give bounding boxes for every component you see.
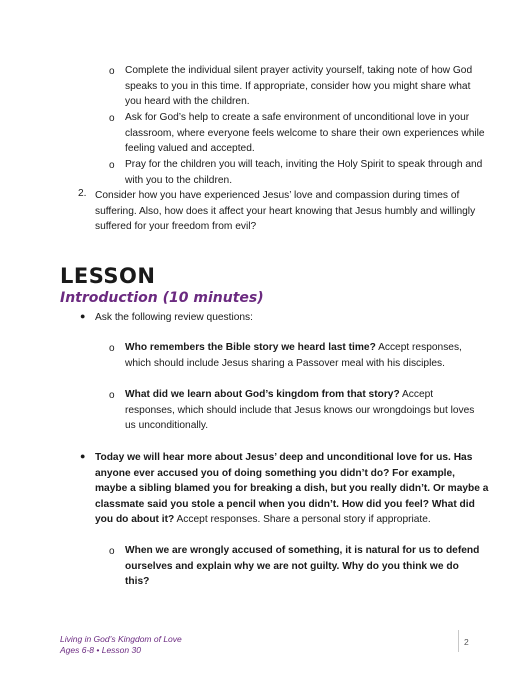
footer-title xyxy=(60,634,182,656)
footer-lesson-info: Ages 6-8 • Lesson 30 xyxy=(60,645,141,655)
page-number: 2 xyxy=(464,637,469,647)
review-question-1-bold: Who remembers the Bible story we heard last time? xyxy=(125,342,376,353)
prep-item-2: Consider how you have experienced Jesus’ love and compassion during times of suffering. Also, how does it affect your heart knowing that Jesus humbly and willingly suffered for your freedom from evil? xyxy=(95,190,476,233)
intro-subheading: Introduction (10 minutes) xyxy=(60,290,264,306)
review-question-2-bold: What did we learn about God’s kingdom from that story? xyxy=(125,389,400,400)
sub-bullet-marker: o xyxy=(109,546,115,557)
review-question-1-rest: Accept responses, which should include Jesus sharing a Passover meal with his disciples. xyxy=(125,342,462,369)
bullet-marker: ● xyxy=(80,311,86,321)
bullet-review-questions: Ask the following review questions: xyxy=(95,312,253,323)
review-question-1 xyxy=(125,340,485,371)
review-question-2 xyxy=(125,387,485,434)
sub-bullet-marker: o xyxy=(109,390,115,401)
list-number: 2. xyxy=(78,188,87,199)
bullet-wrongly-accused xyxy=(95,450,490,528)
prep-sub-item-1: Complete the individual silent prayer activity yourself, taking note of how God speaks to you in this time. If appropriate, consider how you might share what you heard with the children. xyxy=(125,65,473,108)
prep-sub-item-3: Pray for the children you will teach, inviting the Holy Spirit to speak through and with you to the children. xyxy=(125,159,483,186)
sub-bullet-marker: o xyxy=(109,160,115,171)
discussion-question xyxy=(125,543,485,590)
discussion-question-bold: When we are wrongly accused of something, it is natural for us to defend ourselves and explain why we are not guilty. Why do you think we do this? xyxy=(125,545,480,588)
sub-bullet-marker: o xyxy=(109,343,115,354)
footer-divider xyxy=(458,630,459,652)
bullet-wrongly-accused-rest: Accept responses. Share a personal story if appropriate. xyxy=(174,514,431,526)
bullet-wrongly-accused-bold: Today we will hear more about Jesus’ deep and unconditional love for us. Has anyone ever accused you of doing something you didn’t do? For example, maybe a sibling blamed you for breaking a dish, but you really didn’t. Or maybe a classmate said you stole a pencil when you didn’t. How did you feel? What did you do about it? xyxy=(95,452,489,526)
bullet-marker: ● xyxy=(80,451,86,461)
review-question-2-rest: Accept responses, which should include that Jesus knows our wrongdoings but loves us unconditionally. xyxy=(125,389,475,432)
sub-bullet-marker: o xyxy=(109,66,115,77)
footer-series-title: Living in God’s Kingdom of Love xyxy=(60,634,182,644)
prep-sub-item-2: Ask for God’s help to create a safe environment of unconditional love in your classroom, where everyone feels welcome to share their own experiences while feeling valued and accepted. xyxy=(125,112,485,155)
lesson-heading: LESSON xyxy=(60,264,156,288)
sub-bullet-marker: o xyxy=(109,113,115,124)
